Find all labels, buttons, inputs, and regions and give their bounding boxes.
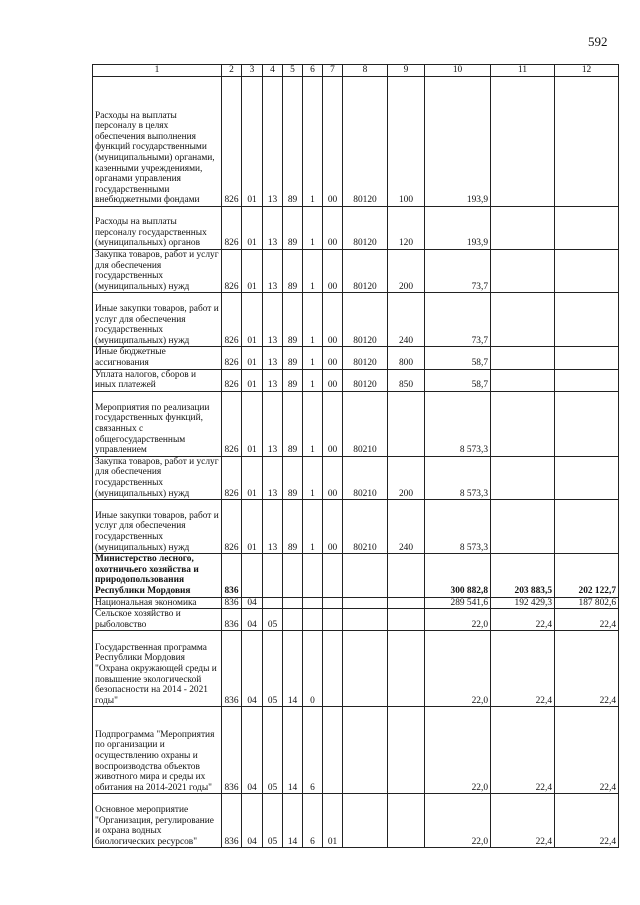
section-cell: 01	[242, 369, 263, 391]
amount-2021-cell: 202 122,7	[555, 554, 619, 597]
section-cell: 01	[242, 293, 263, 347]
row-name-cell: Государственная программа Республики Мордовия "Охрана окружающей среды и повышение экологической безопасности на 2014 - 2021 годы"	[93, 631, 222, 707]
subsection-cell: 13	[263, 369, 283, 391]
section-cell: 01	[242, 250, 263, 293]
admin-code-cell: 836	[222, 554, 242, 597]
event-cell	[323, 707, 343, 794]
amount-2019-cell: 193,9	[425, 207, 491, 250]
budget-table	[92, 64, 619, 848]
amount-2020-cell	[491, 207, 555, 250]
amount-2019-cell: 300 882,8	[425, 554, 491, 597]
col-header: 7	[323, 65, 343, 77]
amount-2021-cell: 22,4	[555, 609, 619, 631]
event-cell: 00	[323, 347, 343, 369]
subprogram-cell	[303, 597, 323, 609]
row-name-cell: Иные бюджетные ассигнования	[93, 347, 222, 369]
subprogram-cell: 1	[303, 250, 323, 293]
subsection-cell: 13	[263, 456, 283, 499]
col-header: 2	[222, 65, 242, 77]
section-cell: 01	[242, 347, 263, 369]
expense-type-cell	[388, 391, 425, 456]
program-cell: 89	[283, 391, 303, 456]
col-header: 12	[555, 65, 619, 77]
event-cell: 00	[323, 500, 343, 554]
row-name-cell: Мероприятия по реализации государственных функций, связанных с общегосударственным управлением	[93, 391, 222, 456]
row-name-cell: Расходы на выплаты персоналу государственных (муниципальных) органов	[93, 207, 222, 250]
event-cell: 00	[323, 250, 343, 293]
subsection-cell	[263, 554, 283, 597]
subsection-cell: 13	[263, 347, 283, 369]
row-name-cell: Закупка товаров, работ и услуг для обеспечения государственных (муниципальных) нужд	[93, 456, 222, 499]
program-cell	[283, 609, 303, 631]
program-cell: 89	[283, 347, 303, 369]
admin-code-cell: 836	[222, 707, 242, 794]
amount-2019-cell: 73,7	[425, 293, 491, 347]
expense-type-cell: 240	[388, 500, 425, 554]
subprogram-cell: 1	[303, 369, 323, 391]
subprogram-cell	[303, 554, 323, 597]
amount-2021-cell	[555, 207, 619, 250]
table-row	[93, 250, 619, 293]
expense-type-cell	[388, 597, 425, 609]
event-cell: 01	[323, 794, 343, 848]
amount-2020-cell: 22,4	[491, 609, 555, 631]
program-cell: 89	[283, 369, 303, 391]
section-cell: 01	[242, 77, 263, 207]
table-row	[93, 369, 619, 391]
event-cell: 00	[323, 293, 343, 347]
subprogram-cell: 6	[303, 707, 323, 794]
expense-type-cell	[388, 631, 425, 707]
subsection-cell: 05	[263, 631, 283, 707]
row-name-cell: Подпрограмма "Мероприятия по организации и осуществлению охраны и воспроизводства объектов животного мира и среды их обитания на 2014-2021 годы"	[93, 707, 222, 794]
amount-2020-cell: 22,4	[491, 631, 555, 707]
program-cell: 89	[283, 500, 303, 554]
subsection-cell: 13	[263, 293, 283, 347]
direction-cell: 80120	[343, 250, 388, 293]
table-row	[93, 207, 619, 250]
direction-cell	[343, 554, 388, 597]
direction-cell: 80120	[343, 77, 388, 207]
direction-cell: 80120	[343, 347, 388, 369]
section-cell	[242, 554, 263, 597]
expense-type-cell: 200	[388, 250, 425, 293]
program-cell: 14	[283, 631, 303, 707]
direction-cell: 80210	[343, 391, 388, 456]
subprogram-cell: 6	[303, 794, 323, 848]
admin-code-cell: 826	[222, 293, 242, 347]
amount-2019-cell: 22,0	[425, 707, 491, 794]
amount-2021-cell	[555, 456, 619, 499]
row-name-cell: Иные закупки товаров, работ и услуг для обеспечения государственных (муниципальных) нужд	[93, 500, 222, 554]
table-row	[93, 609, 619, 631]
direction-cell	[343, 631, 388, 707]
section-cell: 01	[242, 456, 263, 499]
subprogram-cell: 1	[303, 77, 323, 207]
amount-2019-cell: 8 573,3	[425, 456, 491, 499]
admin-code-cell: 836	[222, 597, 242, 609]
amount-2020-cell	[491, 77, 555, 207]
subsection-cell: 05	[263, 609, 283, 631]
subsection-cell: 13	[263, 77, 283, 207]
amount-2020-cell: 22,4	[491, 794, 555, 848]
program-cell: 14	[283, 794, 303, 848]
expense-type-cell: 850	[388, 369, 425, 391]
section-cell: 04	[242, 597, 263, 609]
col-header: 8	[343, 65, 388, 77]
row-name-cell: Основное мероприятие "Организация, регулирование и охрана водных биологических ресурсов"	[93, 794, 222, 848]
col-header: 9	[388, 65, 425, 77]
admin-code-cell: 836	[222, 631, 242, 707]
admin-code-cell: 826	[222, 77, 242, 207]
row-name-cell: Закупка товаров, работ и услуг для обеспечения государственных (муниципальных) нужд	[93, 250, 222, 293]
expense-type-cell: 120	[388, 207, 425, 250]
admin-code-cell: 836	[222, 794, 242, 848]
subsection-cell	[263, 597, 283, 609]
subsection-cell: 05	[263, 794, 283, 848]
subsection-cell: 05	[263, 707, 283, 794]
col-header: 10	[425, 65, 491, 77]
event-cell	[323, 597, 343, 609]
expense-type-cell: 200	[388, 456, 425, 499]
amount-2020-cell	[491, 456, 555, 499]
table-row	[93, 554, 619, 597]
direction-cell	[343, 609, 388, 631]
direction-cell	[343, 707, 388, 794]
amount-2019-cell: 73,7	[425, 250, 491, 293]
subsection-cell: 13	[263, 250, 283, 293]
expense-type-cell: 800	[388, 347, 425, 369]
program-cell: 14	[283, 707, 303, 794]
amount-2019-cell: 58,7	[425, 369, 491, 391]
table-row	[93, 293, 619, 347]
subprogram-cell: 1	[303, 500, 323, 554]
amount-2019-cell: 22,0	[425, 609, 491, 631]
admin-code-cell: 826	[222, 250, 242, 293]
admin-code-cell: 826	[222, 207, 242, 250]
event-cell: 00	[323, 369, 343, 391]
amount-2020-cell: 22,4	[491, 707, 555, 794]
amount-2019-cell: 8 573,3	[425, 391, 491, 456]
amount-2021-cell: 22,4	[555, 794, 619, 848]
expense-type-cell	[388, 707, 425, 794]
amount-2021-cell: 187 802,6	[555, 597, 619, 609]
program-cell: 89	[283, 207, 303, 250]
subprogram-cell: 1	[303, 207, 323, 250]
amount-2021-cell: 22,4	[555, 707, 619, 794]
amount-2021-cell	[555, 293, 619, 347]
amount-2021-cell	[555, 77, 619, 207]
subsection-cell: 13	[263, 207, 283, 250]
table-row	[93, 631, 619, 707]
direction-cell: 80120	[343, 369, 388, 391]
table-row	[93, 347, 619, 369]
event-cell	[323, 631, 343, 707]
program-cell	[283, 554, 303, 597]
section-cell: 04	[242, 794, 263, 848]
amount-2020-cell	[491, 391, 555, 456]
event-cell	[323, 609, 343, 631]
table-row	[93, 500, 619, 554]
event-cell: 00	[323, 207, 343, 250]
amount-2019-cell: 193,9	[425, 77, 491, 207]
section-cell: 04	[242, 631, 263, 707]
subprogram-cell: 1	[303, 347, 323, 369]
col-header: 1	[93, 65, 222, 77]
col-header: 4	[263, 65, 283, 77]
row-name-cell: Министерство лесного, охотничьего хозяйства и природопользования Республики Мордовия	[93, 554, 222, 597]
table-row	[93, 77, 619, 207]
expense-type-cell	[388, 794, 425, 848]
col-header: 11	[491, 65, 555, 77]
amount-2020-cell	[491, 369, 555, 391]
program-cell: 89	[283, 456, 303, 499]
subprogram-cell: 1	[303, 456, 323, 499]
direction-cell: 80210	[343, 500, 388, 554]
direction-cell: 80210	[343, 456, 388, 499]
amount-2019-cell: 22,0	[425, 794, 491, 848]
amount-2021-cell	[555, 391, 619, 456]
event-cell	[323, 554, 343, 597]
amount-2020-cell	[491, 293, 555, 347]
table-row	[93, 794, 619, 848]
table-row	[93, 707, 619, 794]
program-cell: 89	[283, 250, 303, 293]
event-cell: 00	[323, 456, 343, 499]
section-cell: 04	[242, 609, 263, 631]
amount-2021-cell	[555, 500, 619, 554]
section-cell: 01	[242, 207, 263, 250]
admin-code-cell: 826	[222, 456, 242, 499]
event-cell: 00	[323, 77, 343, 207]
col-header: 6	[303, 65, 323, 77]
section-cell: 01	[242, 500, 263, 554]
row-name-cell: Национальная экономика	[93, 597, 222, 609]
amount-2021-cell	[555, 347, 619, 369]
amount-2020-cell	[491, 250, 555, 293]
amount-2019-cell: 22,0	[425, 631, 491, 707]
col-header: 5	[283, 65, 303, 77]
page-number: 592	[588, 34, 608, 49]
row-name-cell: Иные закупки товаров, работ и услуг для обеспечения государственных (муниципальных) нужд	[93, 293, 222, 347]
program-cell: 89	[283, 293, 303, 347]
amount-2019-cell: 58,7	[425, 347, 491, 369]
header-row	[93, 65, 619, 77]
row-name-cell: Сельское хозяйство и рыболовство	[93, 609, 222, 631]
amount-2020-cell	[491, 347, 555, 369]
admin-code-cell: 826	[222, 500, 242, 554]
amount-2020-cell	[491, 500, 555, 554]
col-header: 3	[242, 65, 263, 77]
direction-cell	[343, 597, 388, 609]
subprogram-cell: 1	[303, 391, 323, 456]
direction-cell: 80120	[343, 207, 388, 250]
subprogram-cell: 0	[303, 631, 323, 707]
amount-2020-cell: 192 429,3	[491, 597, 555, 609]
section-cell: 01	[242, 391, 263, 456]
expense-type-cell	[388, 609, 425, 631]
direction-cell	[343, 794, 388, 848]
row-name-cell: Уплата налогов, сборов и иных платежей	[93, 369, 222, 391]
event-cell: 00	[323, 391, 343, 456]
amount-2020-cell: 203 883,5	[491, 554, 555, 597]
amount-2021-cell	[555, 250, 619, 293]
section-cell: 04	[242, 707, 263, 794]
subprogram-cell	[303, 609, 323, 631]
program-cell	[283, 597, 303, 609]
expense-type-cell: 240	[388, 293, 425, 347]
expense-type-cell	[388, 554, 425, 597]
admin-code-cell: 826	[222, 391, 242, 456]
admin-code-cell: 826	[222, 347, 242, 369]
row-name-cell: Расходы на выплаты персоналу в целях обеспечения выполнения функций государственными (муниципальными) органами, казенными учреждениями, органами управления государственными внебюджетными фондами	[93, 77, 222, 207]
subsection-cell: 13	[263, 500, 283, 554]
amount-2021-cell	[555, 369, 619, 391]
admin-code-cell: 836	[222, 609, 242, 631]
table-row	[93, 597, 619, 609]
amount-2021-cell: 22,4	[555, 631, 619, 707]
table-row	[93, 456, 619, 499]
subprogram-cell: 1	[303, 293, 323, 347]
amount-2019-cell: 289 541,6	[425, 597, 491, 609]
subsection-cell: 13	[263, 391, 283, 456]
admin-code-cell: 826	[222, 369, 242, 391]
table-row	[93, 391, 619, 456]
expense-type-cell: 100	[388, 77, 425, 207]
direction-cell: 80120	[343, 293, 388, 347]
program-cell: 89	[283, 77, 303, 207]
amount-2019-cell: 8 573,3	[425, 500, 491, 554]
